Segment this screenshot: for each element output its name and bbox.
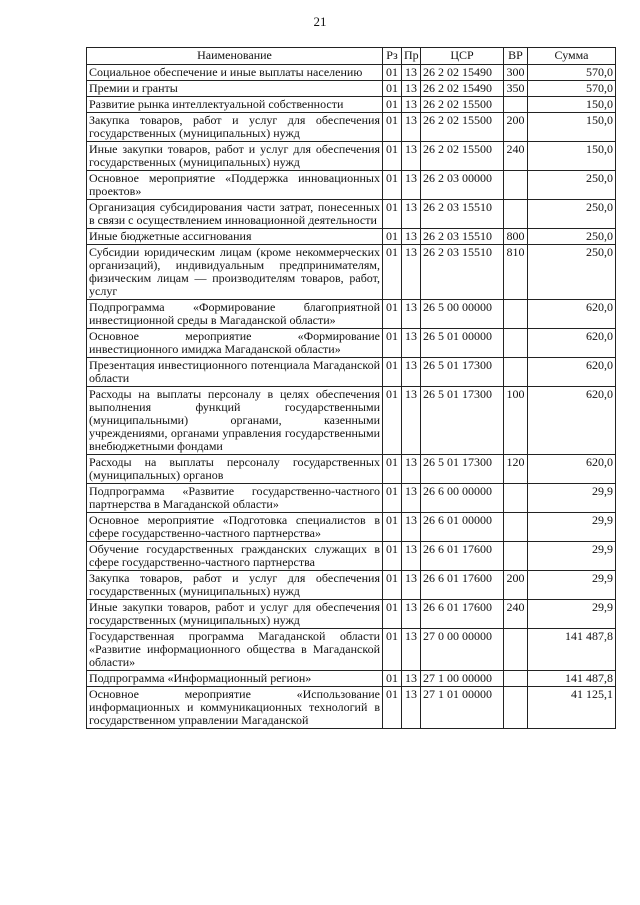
table-row (87, 484, 616, 513)
cell-pr: 13 (402, 671, 421, 687)
table-row (87, 513, 616, 542)
cell-pr: 13 (402, 484, 421, 513)
cell-csr: 26 2 03 15510 (421, 245, 504, 300)
cell-rz: 01 (383, 200, 402, 229)
cell-csr: 26 2 02 15500 (421, 97, 504, 113)
cell-pr: 13 (402, 113, 421, 142)
cell-name: Основное мероприятие «Использование информационных и коммуникационных технологий в государственном управлении Магаданской (87, 687, 383, 729)
cell-csr: 26 2 02 15500 (421, 142, 504, 171)
cell-sum: 620,0 (528, 300, 616, 329)
cell-name: Основное мероприятие «Подготовка специалистов в сфере государственно-частного партнерства» (87, 513, 383, 542)
cell-name: Организация субсидирования части затрат, понесенных в связи с осуществлением инновационной деятельности (87, 200, 383, 229)
cell-pr: 13 (402, 229, 421, 245)
table-row (87, 542, 616, 571)
table-row (87, 358, 616, 387)
cell-vr (504, 513, 528, 542)
cell-rz: 01 (383, 455, 402, 484)
cell-sum: 29,9 (528, 600, 616, 629)
cell-name: Презентация инвестиционного потенциала Магаданской области (87, 358, 383, 387)
cell-name: Обучение государственных гражданских служащих в сфере государственно-частного партнерства (87, 542, 383, 571)
table-row (87, 142, 616, 171)
cell-name: Иные закупки товаров, работ и услуг для обеспечения государственных (муниципальных) нужд (87, 600, 383, 629)
cell-csr: 26 5 01 17300 (421, 455, 504, 484)
cell-sum: 250,0 (528, 200, 616, 229)
cell-rz: 01 (383, 484, 402, 513)
cell-rz: 01 (383, 81, 402, 97)
table-row (87, 571, 616, 600)
cell-csr: 27 0 00 00000 (421, 629, 504, 671)
cell-name: Расходы на выплаты персоналу государственных (муниципальных) органов (87, 455, 383, 484)
cell-pr: 13 (402, 300, 421, 329)
cell-sum: 141 487,8 (528, 629, 616, 671)
cell-name: Государственная программа Магаданской области «Развитие информационного общества в Магаданской области» (87, 629, 383, 671)
cell-vr (504, 687, 528, 729)
cell-name: Субсидии юридическим лицам (кроме некоммерческих организаций), индивидуальным предпринимателям, физическим лицам — производителям товаров, работ, услуг (87, 245, 383, 300)
cell-vr: 120 (504, 455, 528, 484)
cell-name: Подпрограмма «Формирование благоприятной инвестиционной среды в Магаданской области» (87, 300, 383, 329)
cell-vr: 350 (504, 81, 528, 97)
cell-vr: 200 (504, 571, 528, 600)
cell-name: Премии и гранты (87, 81, 383, 97)
cell-rz: 01 (383, 229, 402, 245)
cell-sum: 150,0 (528, 97, 616, 113)
cell-csr: 26 5 01 17300 (421, 387, 504, 455)
page-number: 21 (313, 14, 327, 29)
cell-name: Социальное обеспечение и иные выплаты населению (87, 65, 383, 81)
cell-rz: 01 (383, 671, 402, 687)
cell-rz: 01 (383, 171, 402, 200)
cell-pr: 13 (402, 542, 421, 571)
cell-vr: 240 (504, 142, 528, 171)
cell-csr: 26 2 03 15510 (421, 200, 504, 229)
cell-pr: 13 (402, 571, 421, 600)
cell-rz: 01 (383, 513, 402, 542)
cell-vr (504, 329, 528, 358)
cell-rz: 01 (383, 142, 402, 171)
table-row (87, 245, 616, 300)
cell-sum: 150,0 (528, 113, 616, 142)
cell-pr: 13 (402, 629, 421, 671)
cell-csr: 26 2 03 00000 (421, 171, 504, 200)
cell-pr: 13 (402, 142, 421, 171)
cell-csr: 26 5 01 17300 (421, 358, 504, 387)
cell-vr (504, 484, 528, 513)
header-vr: ВР (504, 48, 528, 65)
cell-rz: 01 (383, 329, 402, 358)
cell-sum: 620,0 (528, 358, 616, 387)
cell-rz: 01 (383, 687, 402, 729)
cell-sum: 141 487,8 (528, 671, 616, 687)
cell-name: Основное мероприятие «Формирование инвестиционного имиджа Магаданской области» (87, 329, 383, 358)
cell-name: Иные бюджетные ассигнования (87, 229, 383, 245)
cell-vr (504, 171, 528, 200)
table-row (87, 387, 616, 455)
cell-pr: 13 (402, 97, 421, 113)
table-row (87, 65, 616, 81)
cell-rz: 01 (383, 542, 402, 571)
table-row (87, 629, 616, 671)
cell-vr (504, 629, 528, 671)
cell-sum: 570,0 (528, 65, 616, 81)
table-row (87, 329, 616, 358)
cell-sum: 29,9 (528, 542, 616, 571)
cell-sum: 570,0 (528, 81, 616, 97)
cell-csr: 26 2 03 15510 (421, 229, 504, 245)
cell-rz: 01 (383, 629, 402, 671)
table-row (87, 671, 616, 687)
cell-sum: 620,0 (528, 455, 616, 484)
header-pr: Пр (402, 48, 421, 65)
cell-sum: 29,9 (528, 484, 616, 513)
cell-vr (504, 358, 528, 387)
cell-rz: 01 (383, 600, 402, 629)
cell-rz: 01 (383, 113, 402, 142)
cell-sum: 41 125,1 (528, 687, 616, 729)
cell-csr: 26 2 02 15490 (421, 81, 504, 97)
table-row (87, 687, 616, 729)
header-csr: ЦСР (421, 48, 504, 65)
cell-csr: 26 2 02 15500 (421, 113, 504, 142)
cell-csr: 27 1 01 00000 (421, 687, 504, 729)
cell-pr: 13 (402, 171, 421, 200)
cell-sum: 29,9 (528, 571, 616, 600)
cell-sum: 29,9 (528, 513, 616, 542)
cell-rz: 01 (383, 245, 402, 300)
cell-pr: 13 (402, 387, 421, 455)
cell-sum: 620,0 (528, 329, 616, 358)
cell-vr (504, 97, 528, 113)
cell-pr: 13 (402, 600, 421, 629)
cell-csr: 26 6 01 17600 (421, 571, 504, 600)
cell-vr (504, 671, 528, 687)
cell-pr: 13 (402, 513, 421, 542)
cell-sum: 620,0 (528, 387, 616, 455)
cell-pr: 13 (402, 455, 421, 484)
cell-name: Расходы на выплаты персоналу в целях обеспечения выполнения функций государственными (муниципальными) органами, казенными учреждениями, органами управления государственными внебюджетными фондами (87, 387, 383, 455)
cell-csr: 26 6 01 00000 (421, 513, 504, 542)
budget-table (86, 47, 616, 729)
cell-vr: 300 (504, 65, 528, 81)
cell-csr: 26 6 00 00000 (421, 484, 504, 513)
cell-csr: 26 5 00 00000 (421, 300, 504, 329)
table-row (87, 300, 616, 329)
cell-vr: 810 (504, 245, 528, 300)
cell-pr: 13 (402, 200, 421, 229)
cell-sum: 150,0 (528, 142, 616, 171)
cell-rz: 01 (383, 97, 402, 113)
cell-name: Развитие рынка интеллектуальной собственности (87, 97, 383, 113)
table-row (87, 229, 616, 245)
cell-rz: 01 (383, 358, 402, 387)
table-header-row (87, 48, 616, 65)
cell-name: Закупка товаров, работ и услуг для обеспечения государственных (муниципальных) нужд (87, 113, 383, 142)
table-row (87, 455, 616, 484)
cell-name: Подпрограмма «Информационный регион» (87, 671, 383, 687)
cell-rz: 01 (383, 571, 402, 600)
cell-vr (504, 200, 528, 229)
cell-vr (504, 542, 528, 571)
cell-csr: 27 1 00 00000 (421, 671, 504, 687)
cell-name: Закупка товаров, работ и услуг для обеспечения государственных (муниципальных) нужд (87, 571, 383, 600)
header-rz: Рз (383, 48, 402, 65)
cell-rz: 01 (383, 300, 402, 329)
table-row (87, 81, 616, 97)
table-row (87, 200, 616, 229)
cell-name: Иные закупки товаров, работ и услуг для обеспечения государственных (муниципальных) нужд (87, 142, 383, 171)
cell-name: Подпрограмма «Развитие государственно-частного партнерства в Магаданской области» (87, 484, 383, 513)
cell-sum: 250,0 (528, 229, 616, 245)
cell-pr: 13 (402, 358, 421, 387)
cell-vr: 240 (504, 600, 528, 629)
cell-pr: 13 (402, 81, 421, 97)
table-row (87, 600, 616, 629)
cell-sum: 250,0 (528, 245, 616, 300)
header-name: Наименование (87, 48, 383, 65)
cell-pr: 13 (402, 329, 421, 358)
cell-vr: 100 (504, 387, 528, 455)
cell-pr: 13 (402, 65, 421, 81)
cell-sum: 250,0 (528, 171, 616, 200)
table-row (87, 171, 616, 200)
cell-csr: 26 6 01 17600 (421, 600, 504, 629)
cell-csr: 26 5 01 00000 (421, 329, 504, 358)
cell-csr: 26 2 02 15490 (421, 65, 504, 81)
cell-rz: 01 (383, 387, 402, 455)
cell-rz: 01 (383, 65, 402, 81)
cell-vr: 800 (504, 229, 528, 245)
table-row (87, 113, 616, 142)
cell-pr: 13 (402, 687, 421, 729)
cell-pr: 13 (402, 245, 421, 300)
cell-vr (504, 300, 528, 329)
header-sum: Сумма (528, 48, 616, 65)
cell-name: Основное мероприятие «Поддержка инновационных проектов» (87, 171, 383, 200)
table-row (87, 97, 616, 113)
cell-csr: 26 6 01 17600 (421, 542, 504, 571)
cell-vr: 200 (504, 113, 528, 142)
